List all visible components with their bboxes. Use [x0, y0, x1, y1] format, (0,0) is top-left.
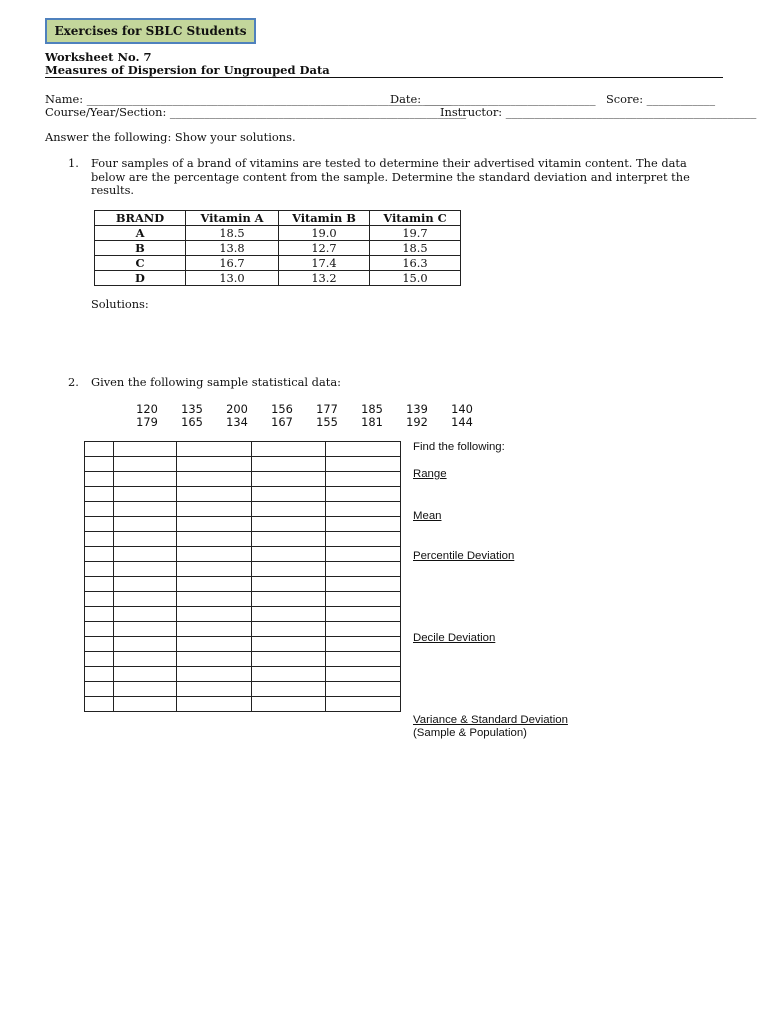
grid-row [85, 577, 401, 592]
grid-cell[interactable] [177, 517, 252, 532]
grid-cell[interactable] [114, 667, 177, 682]
grid-row [85, 517, 401, 532]
grid-cell[interactable] [252, 487, 326, 502]
grid-cell[interactable] [326, 577, 401, 592]
grid-row [85, 502, 401, 517]
grid-cell[interactable] [326, 652, 401, 667]
grid-cell[interactable] [177, 667, 252, 682]
grid-row [85, 472, 401, 487]
grid-cell[interactable] [85, 607, 114, 622]
grid-cell[interactable] [85, 592, 114, 607]
value-cell: 16.3 [370, 256, 461, 271]
table-row [95, 271, 461, 286]
worksheet-title: Measures of Dispersion for Ungrouped Data [45, 63, 330, 77]
table-row [95, 226, 461, 241]
grid-cell[interactable] [252, 637, 326, 652]
grid-row [85, 547, 401, 562]
grid-cell[interactable] [326, 622, 401, 637]
name-field[interactable]: Name: ________________________________________________________________ [45, 92, 452, 106]
decile-deviation-item: Decile Deviation [413, 632, 496, 644]
grid-row [85, 487, 401, 502]
grid-cell[interactable] [85, 652, 114, 667]
find-label: Find the following: [413, 441, 505, 453]
grid-cell[interactable] [85, 472, 114, 487]
grid-cell[interactable] [177, 697, 252, 712]
grid-cell[interactable] [177, 682, 252, 697]
data-value: 167 [271, 415, 293, 429]
grid-cell[interactable] [85, 487, 114, 502]
grid-cell[interactable] [326, 487, 401, 502]
grid-cell[interactable] [326, 697, 401, 712]
col-header-brand: BRAND [95, 211, 186, 226]
grid-cell[interactable] [326, 502, 401, 517]
grid-cell[interactable] [177, 502, 252, 517]
grid-cell[interactable] [85, 622, 114, 637]
exercises-banner: Exercises for SBLC Students [45, 18, 256, 44]
data-value: 140 [451, 402, 473, 416]
grid-cell[interactable] [326, 667, 401, 682]
grid-cell[interactable] [114, 652, 177, 667]
grid-cell[interactable] [252, 547, 326, 562]
grid-cell[interactable] [114, 517, 177, 532]
grid-cell[interactable] [326, 457, 401, 472]
data-value: 192 [406, 415, 428, 429]
data-value: 135 [181, 402, 203, 416]
brand-cell: B [95, 241, 186, 256]
grid-cell[interactable] [252, 682, 326, 697]
percentile-deviation-item: Percentile Deviation [413, 550, 515, 562]
value-cell: 17.4 [279, 256, 370, 271]
grid-cell[interactable] [326, 532, 401, 547]
grid-cell[interactable] [114, 637, 177, 652]
data-value: 177 [316, 402, 338, 416]
grid-cell[interactable] [114, 592, 177, 607]
data-value: 200 [226, 402, 248, 416]
data-value: 156 [271, 402, 293, 416]
brand-cell: C [95, 256, 186, 271]
grid-row [85, 457, 401, 472]
vitamin-table [94, 210, 461, 286]
grid-cell[interactable] [326, 547, 401, 562]
date-field[interactable]: Date: ______________________________ [390, 92, 596, 106]
value-cell: 19.0 [279, 226, 370, 241]
grid-cell[interactable] [114, 502, 177, 517]
grid-cell[interactable] [177, 547, 252, 562]
grid-cell[interactable] [114, 472, 177, 487]
grid-cell[interactable] [252, 472, 326, 487]
value-cell: 13.2 [279, 271, 370, 286]
vitamin-table-header [95, 211, 461, 226]
grid-cell[interactable] [85, 457, 114, 472]
grid-cell[interactable] [114, 457, 177, 472]
col-header-vitamin-b: Vitamin B [279, 211, 370, 226]
col-header-vitamin-c: Vitamin C [370, 211, 461, 226]
grid-cell[interactable] [177, 457, 252, 472]
value-cell: 16.7 [186, 256, 279, 271]
grid-row [85, 622, 401, 637]
grid-row [85, 532, 401, 547]
grid-row [85, 667, 401, 682]
grid-cell[interactable] [85, 502, 114, 517]
grid-cell[interactable] [85, 682, 114, 697]
data-value: 185 [361, 402, 383, 416]
data-value: 181 [361, 415, 383, 429]
grid-cell[interactable] [114, 682, 177, 697]
grid-row [85, 592, 401, 607]
data-value: 120 [136, 402, 158, 416]
grid-cell[interactable] [252, 622, 326, 637]
data-value: 155 [316, 415, 338, 429]
grid-cell[interactable] [252, 652, 326, 667]
q2-text: Given the following sample statistical data: [91, 375, 341, 389]
grid-cell[interactable] [252, 457, 326, 472]
grid-row [85, 442, 401, 457]
grid-cell[interactable] [177, 532, 252, 547]
data-value: 144 [451, 415, 473, 429]
grid-cell[interactable] [85, 547, 114, 562]
grid-cell[interactable] [326, 592, 401, 607]
q2-number: 2. [68, 375, 79, 389]
range-item: Range [413, 468, 447, 480]
variance-std-item: Variance & Standard Deviation [413, 714, 568, 726]
grid-cell[interactable] [177, 637, 252, 652]
title-rule [45, 77, 723, 78]
grid-cell[interactable] [326, 682, 401, 697]
data-value: 134 [226, 415, 248, 429]
grid-cell[interactable] [252, 532, 326, 547]
instructor-field[interactable]: Instructor: ____________________________________________ [440, 105, 757, 119]
data-value: 139 [406, 402, 428, 416]
grid-cell[interactable] [326, 472, 401, 487]
score-field[interactable]: Score: ____________ [606, 92, 716, 106]
value-cell: 15.0 [370, 271, 461, 286]
grid-row [85, 697, 401, 712]
q1-text-line2: below are the percentage content from the sample. Determine the standard deviation and interpret the [91, 170, 690, 184]
col-header-vitamin-a: Vitamin A [186, 211, 279, 226]
grid-cell[interactable] [85, 577, 114, 592]
grid-cell[interactable] [114, 622, 177, 637]
grid-cell[interactable] [114, 697, 177, 712]
grid-cell[interactable] [114, 577, 177, 592]
value-cell: 12.7 [279, 241, 370, 256]
grid-cell[interactable] [85, 667, 114, 682]
grid-cell[interactable] [326, 562, 401, 577]
grid-cell[interactable] [114, 607, 177, 622]
grid-row [85, 637, 401, 652]
q1-text-line1: Four samples of a brand of vitamins are tested to determine their advertised vitamin content. The data [91, 156, 687, 170]
table-row [95, 241, 461, 256]
grid-cell[interactable] [252, 442, 326, 457]
brand-cell: A [95, 226, 186, 241]
grid-cell[interactable] [252, 667, 326, 682]
grid-row [85, 562, 401, 577]
grid-row [85, 607, 401, 622]
brand-cell: D [95, 271, 186, 286]
variance-note: (Sample & Population) [413, 727, 527, 739]
grid-row [85, 682, 401, 697]
grid-cell[interactable] [177, 652, 252, 667]
grid-cell[interactable] [252, 562, 326, 577]
grid-cell[interactable] [177, 607, 252, 622]
grid-cell[interactable] [326, 517, 401, 532]
grid-cell[interactable] [252, 517, 326, 532]
value-cell: 18.5 [186, 226, 279, 241]
worksheet-grid [84, 441, 401, 712]
grid-cell[interactable] [114, 562, 177, 577]
grid-row [85, 652, 401, 667]
value-cell: 13.8 [186, 241, 279, 256]
grid-cell[interactable] [85, 532, 114, 547]
grid-cell[interactable] [252, 502, 326, 517]
grid-cell[interactable] [85, 442, 114, 457]
value-cell: 18.5 [370, 241, 461, 256]
q1-number: 1. [68, 156, 79, 170]
grid-cell[interactable] [85, 562, 114, 577]
course-year-section-field[interactable]: Course/Year/Section: ____________________________________________________ [45, 105, 467, 119]
grid-cell[interactable] [177, 577, 252, 592]
worksheet-number: Worksheet No. 7 [45, 50, 152, 64]
data-value: 179 [136, 415, 158, 429]
table-row [95, 256, 461, 271]
grid-cell[interactable] [326, 607, 401, 622]
solutions-label: Solutions: [91, 297, 149, 311]
grid-cell[interactable] [177, 622, 252, 637]
grid-cell[interactable] [177, 592, 252, 607]
grid-cell[interactable] [252, 607, 326, 622]
grid-cell[interactable] [114, 532, 177, 547]
grid-cell[interactable] [177, 442, 252, 457]
data-value: 165 [181, 415, 203, 429]
grid-cell[interactable] [85, 517, 114, 532]
grid-cell[interactable] [252, 577, 326, 592]
instructions: Answer the following: Show your solutions. [45, 130, 296, 144]
grid-cell[interactable] [114, 547, 177, 562]
grid-cell[interactable] [252, 697, 326, 712]
q1-text-line3: results. [91, 183, 135, 197]
mean-item: Mean [413, 510, 442, 522]
grid-cell[interactable] [177, 472, 252, 487]
grid-cell[interactable] [114, 487, 177, 502]
value-cell: 13.0 [186, 271, 279, 286]
grid-cell[interactable] [252, 592, 326, 607]
grid-cell[interactable] [85, 637, 114, 652]
grid-cell[interactable] [177, 487, 252, 502]
grid-cell[interactable] [326, 637, 401, 652]
grid-cell[interactable] [326, 442, 401, 457]
grid-cell[interactable] [177, 562, 252, 577]
value-cell: 19.7 [370, 226, 461, 241]
grid-cell[interactable] [85, 697, 114, 712]
grid-cell[interactable] [114, 442, 177, 457]
